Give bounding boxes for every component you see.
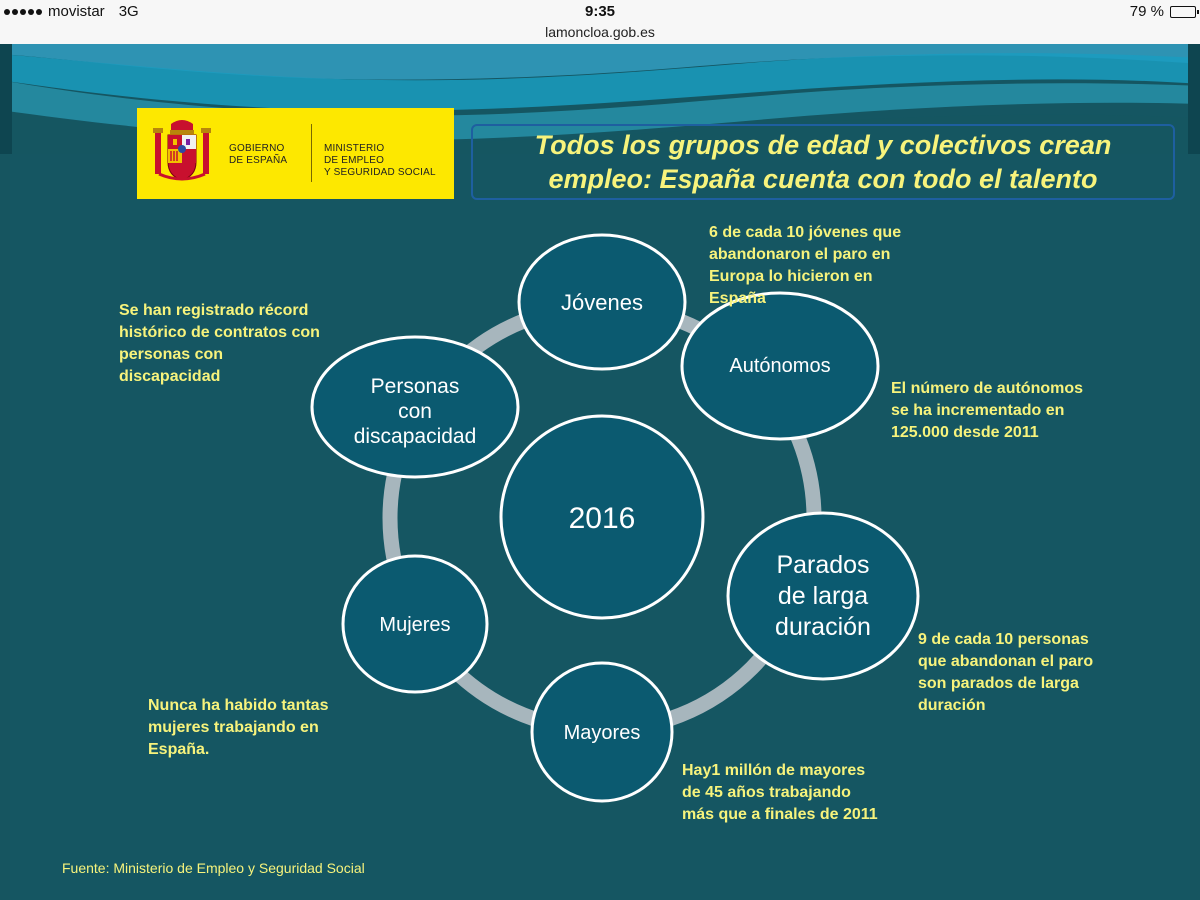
parados-label-2: de larga (777, 582, 869, 610)
ministerio-line-3: Y SEGURIDAD SOCIAL (324, 167, 436, 178)
node-mujeres (343, 556, 487, 692)
note-line: se ha incrementado en (891, 402, 1065, 419)
note-personas (119, 300, 320, 388)
note-mayores (682, 760, 878, 826)
note-autonomos (891, 378, 1083, 444)
ministerio-line-2: DE EMPLEO (324, 155, 385, 166)
note-jovenes (709, 222, 901, 310)
note-line: personas con (119, 346, 224, 363)
jovenes-label: Jóvenes (561, 290, 643, 315)
clock: 9:35 (584, 3, 616, 20)
battery-percent: 79 % (1129, 3, 1164, 20)
note-line: 9 de cada 10 personas (918, 631, 1089, 648)
note-mujeres (148, 695, 328, 761)
status-right (1130, 3, 1196, 20)
title-line-1: Todos los grupos de edad y colectivos crean (534, 130, 1112, 160)
note-line: España (709, 290, 766, 307)
note-line: duración (918, 697, 986, 714)
mujeres-label: Mujeres (379, 614, 451, 636)
source-footnote: Fuente: Ministerio de Empleo y Seguridad Social (62, 860, 365, 876)
network-type: 3G (118, 3, 139, 20)
battery-icon (1170, 6, 1196, 18)
address-bar[interactable] (0, 24, 1200, 44)
gobierno-line-1: GOBIERNO (229, 143, 285, 154)
personas-label-2: con (398, 400, 432, 423)
note-line: de 45 años trabajando (682, 784, 851, 801)
node-jovenes (519, 235, 685, 369)
node-mayores (532, 663, 672, 801)
note-line: histórico de contratos con (119, 324, 320, 341)
note-line: 125.000 desde 2011 (891, 424, 1039, 441)
personas-label-3: discapacidad (353, 425, 477, 448)
note-line: Europa lo hicieron en (709, 268, 873, 285)
node-parados (728, 513, 918, 679)
note-line: 6 de cada 10 jóvenes que (709, 224, 902, 241)
note-line: Nunca ha habido tantas (148, 697, 329, 714)
autonomos-label: Autónomos (729, 355, 831, 377)
note-line: abandonaron el paro en (709, 246, 891, 263)
node-autonomos (682, 293, 878, 439)
note-line: mujeres trabajando en (148, 719, 319, 736)
personas-label-1: Personas (370, 375, 460, 398)
center-label: 2016 (568, 502, 636, 535)
title-line-2: empleo: España cuenta con todo el talento (548, 164, 1098, 194)
parados-label-1: Parados (776, 551, 870, 579)
infographic-slide (0, 44, 1200, 900)
note-line: que abandonan el paro (918, 653, 1094, 670)
status-bar (0, 0, 1200, 24)
cycle-diagram (0, 44, 1200, 900)
note-line: más que a finales de 2011 (682, 806, 878, 823)
note-line: El número de autónomos (891, 380, 1084, 397)
mayores-label: Mayores (563, 722, 641, 744)
note-line: discapacidad (119, 368, 221, 385)
carrier-name: movistar (48, 3, 105, 20)
url-text: lamoncloa.gob.es (545, 24, 655, 40)
note-line: son parados de larga (918, 675, 1079, 692)
note-parados (918, 629, 1093, 717)
gobierno-line-2: DE ESPAÑA (229, 155, 288, 166)
parados-label-3: duración (775, 613, 871, 641)
note-line: Se han registrado récord (119, 302, 309, 319)
node-personas (312, 337, 518, 477)
note-line: Hay1 millón de mayores (682, 762, 866, 779)
note-line: España. (148, 741, 210, 758)
center-node (501, 416, 703, 618)
ministerio-line-1: MINISTERIO (324, 143, 385, 154)
